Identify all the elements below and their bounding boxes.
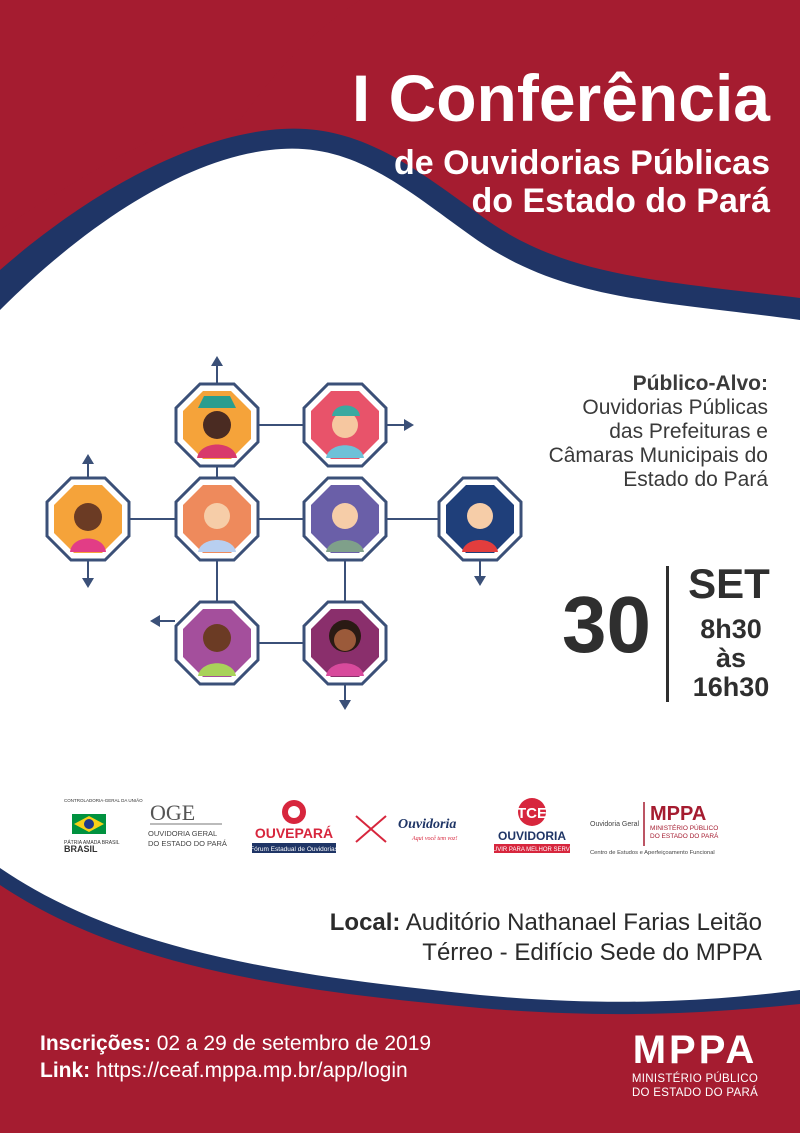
mppa-small-logo [588,796,738,860]
event-day: 30 [562,580,651,669]
avatar-node-center-left [176,478,258,560]
registration-link[interactable]: https://ceaf.mppa.mp.br/app/login [90,1059,408,1082]
network-illustration [88,362,480,704]
mppa-small-line-1: MINISTÉRIO PÚBLICO [650,825,719,832]
oge-logo [146,796,226,860]
time-start: 8h30 [700,614,762,644]
avatar-node-left [47,478,129,560]
conference-subtitle [394,144,770,220]
oge-mark: OGE [150,800,196,825]
location-line-2: Térreo - Edifício Sede do MPPA [422,939,762,966]
mppa-small-left: Ouvidoria Geral [590,821,640,828]
avatar-node-right [439,478,521,560]
event-location [330,908,762,968]
conference-title: I Conferência [351,61,770,135]
mppa-small-name: MPPA [650,803,707,825]
audience-line: das Prefeituras e [609,420,768,443]
target-audience [549,372,768,492]
registration-dates: 02 a 29 de setembro de 2019 [150,1032,432,1055]
cgu-logo [62,796,143,860]
ouvepara-name: OUVEPARÁ [254,825,334,841]
event-times [676,615,786,702]
subtitle-line-2: do Estado do Pará [471,182,770,220]
time-end: 16h30 [692,672,770,702]
avatar-node-bottom-left [176,602,258,684]
mppa-footer-logo [620,1028,770,1100]
mppa-footer-name: MPPA [632,1028,758,1072]
cgu-bottom-text: PÁTRIA AMADA BRASIL [64,840,120,846]
mppa-footer-line-1: MINISTÉRIO PÚBLICO [631,1073,759,1085]
link-label: Link: [40,1059,91,1082]
registration-label: Inscrições: [40,1032,151,1055]
tce-logo [490,796,574,860]
oge-line-2: DO ESTADO DO PARÁ [148,839,227,848]
ouvidoria-logo [352,796,472,860]
mppa-small-line-2: DO ESTADO DO PARÁ [650,833,719,840]
event-month: SET [688,560,770,607]
audience-label: Público-Alvo: [632,372,768,395]
ouvidoria-name: Ouvidoria [398,817,457,832]
avatar-node-top-right [304,384,386,466]
location-value: Auditório Nathanael Farias Leitão [400,909,762,936]
registration-info [40,1030,431,1084]
tce-mark: TCE [517,805,547,822]
mppa-small-ceaf: Centro de Estudos e Aperfeiçoamento Funcional [590,850,715,856]
avatar-node-center-right [304,478,386,560]
cgu-top-text: CONTROLADORIA-GERAL DA UNIÃO [64,798,143,803]
avatar-node-bottom-right [304,602,386,684]
partner-logos [62,796,742,860]
audience-line: Estado do Pará [623,468,768,491]
audience-line: Ouvidorias Públicas [582,396,768,419]
mppa-footer-line-2: DO ESTADO DO PARÁ [631,1087,759,1099]
location-label: Local: [329,909,401,936]
time-separator: às [715,643,747,673]
date-divider [666,566,669,702]
ouvidoria-tag: Aqui você tem voz! [412,836,458,842]
audience-line: Câmaras Municipais do [548,444,768,467]
ouvepara-sub: Fórum Estadual de Ouvidorias [250,846,338,853]
tce-tag: OUVIR PARA MELHOR SERVIR [488,847,576,853]
oge-line-1: OUVIDORIA GERAL [148,829,218,838]
avatar-node-top-left [176,384,258,466]
svg-text:BRASIL: BRASIL [64,844,98,854]
tce-name: OUVIDORIA [497,829,567,843]
subtitle-line-1: de Ouvidorias Públicas [393,144,770,182]
ouvepara-logo [246,796,342,860]
